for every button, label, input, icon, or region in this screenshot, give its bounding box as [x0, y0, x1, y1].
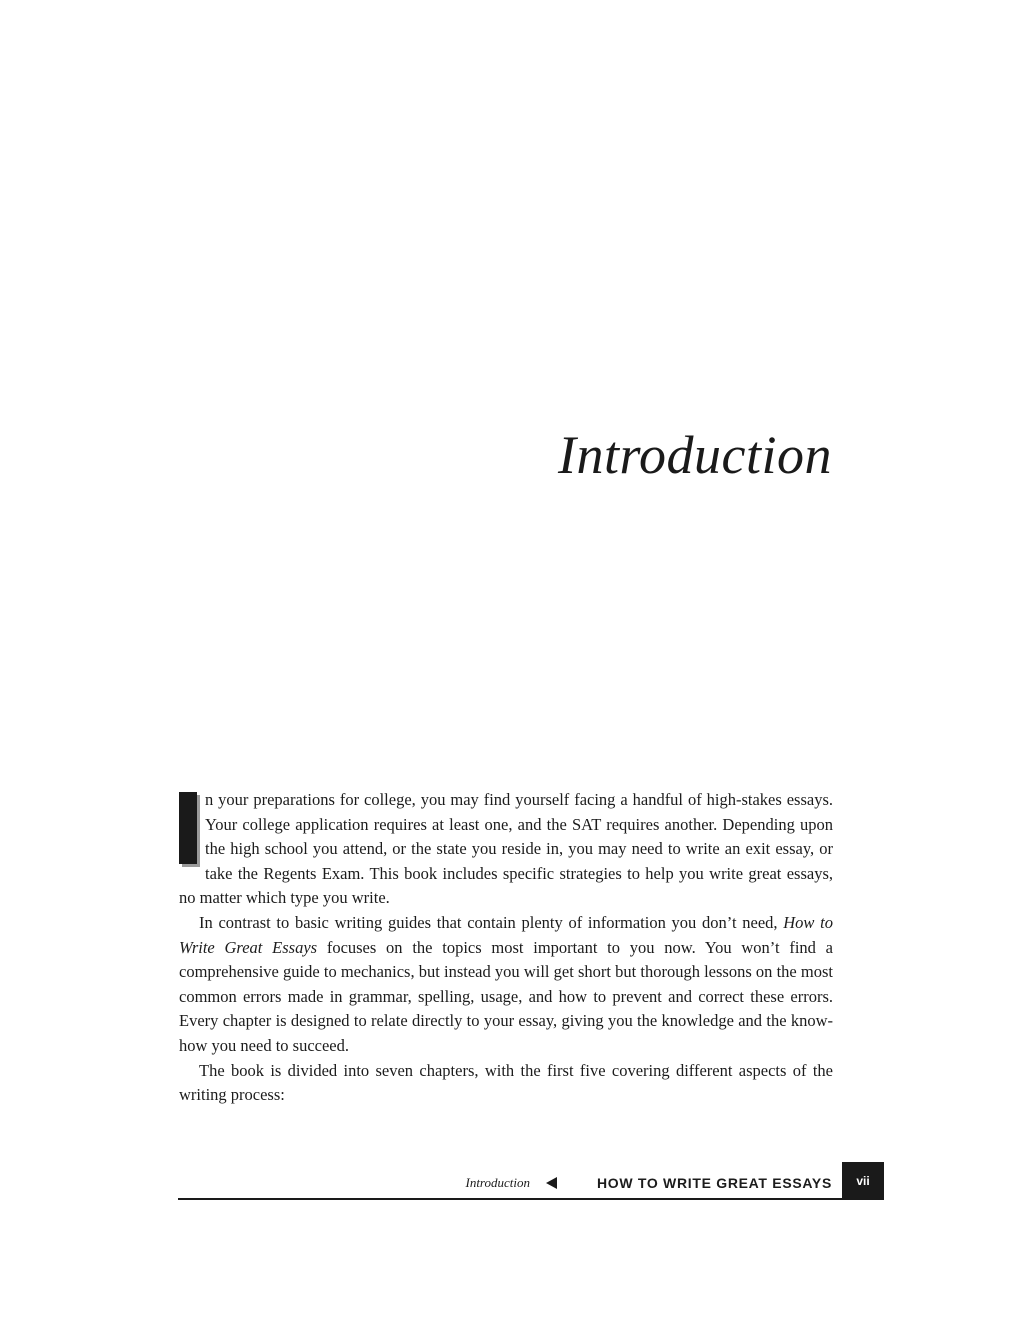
body-text	[179, 788, 833, 1108]
paragraph-2-text-end: focuses on the topics most important to you now. You won’t find a comprehensive guide to mechanics, but instead you will get short but thorough lessons on the most common errors made in grammar, spelling, usage, and how to prevent and correct these errors. Every chapter is designed to relate directly to your essay, giving you the knowledge and the know-how you need to succeed.	[179, 937, 833, 1055]
paragraph-3: The book is divided into seven chapters, with the first five covering different aspects of the writing process:	[179, 1060, 833, 1105]
page-number: vii	[842, 1162, 884, 1200]
paragraph-2	[179, 911, 833, 1059]
paragraph-1	[179, 788, 833, 911]
paragraph-2-text-start: In contrast to basic writing guides that contain plenty of information you don’t need,	[199, 912, 784, 932]
drop-cap-i	[179, 792, 197, 864]
book-title-reference: How to Write Great Essays	[179, 912, 833, 957]
page-footer	[178, 1162, 884, 1202]
footer-divider	[178, 1198, 884, 1200]
page-title: Introduction	[558, 425, 832, 485]
left-triangle-icon	[546, 1177, 557, 1189]
footer-book-title: HOW TO WRITE GREAT ESSAYS	[596, 1175, 832, 1191]
footer-section-label: Introduction	[465, 1175, 530, 1190]
paragraph-1-text: n your preparations for college, you may find yourself facing a handful of high-stakes essays. Your college application requires at least one, and the SAT requires another. Depending upon the high school you attend, or the state you reside in, you may need to write an exit essay, or take the Regents Exam. This book includes specific strategies to help you write great essays, no matter which type you write.	[179, 790, 833, 908]
